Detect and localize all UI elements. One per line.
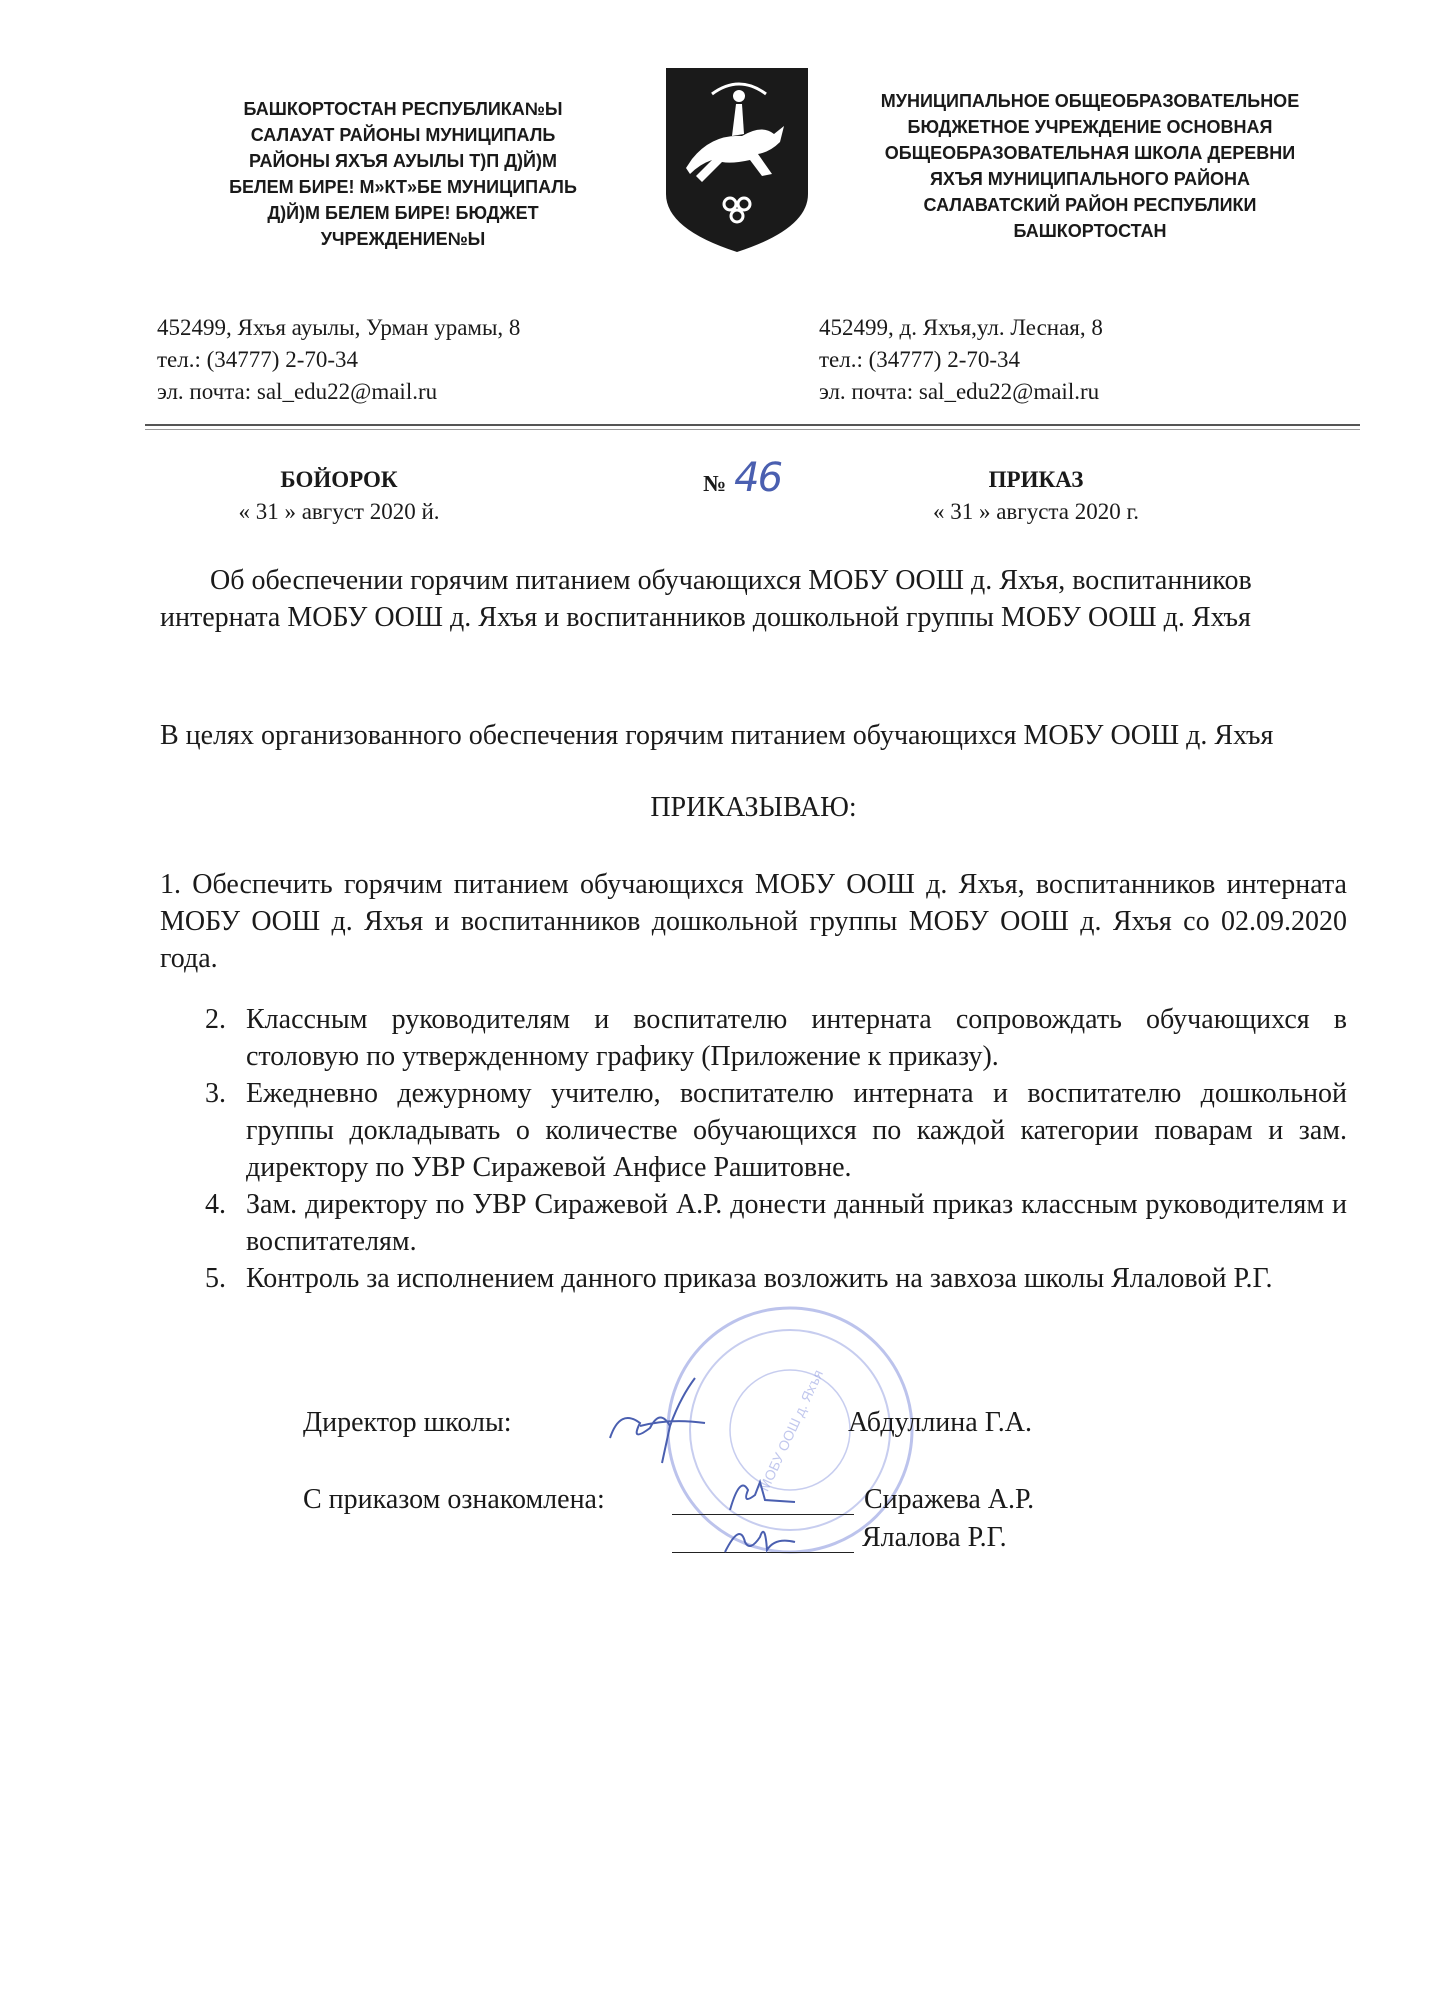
email: эл. почта: sal_edu22@mail.ru [157, 379, 438, 404]
order-date-bashkir: « 31 » август 2020 й. [238, 499, 440, 524]
email: эл. почта: sal_edu22@mail.ru [819, 379, 1100, 404]
header-left-bashkir [193, 96, 613, 252]
address-line: 452499, Яхъя ауылы, Урман урамы, 8 [157, 315, 521, 340]
header-right-russian [820, 88, 1360, 244]
order-items [205, 1001, 1347, 1297]
phone: тел.: (34777) 2-70-34 [819, 347, 1021, 372]
director-signature [600, 1368, 710, 1468]
number-label: № [703, 471, 727, 496]
order-date-russian: « 31 » августа 2020 г. [932, 499, 1140, 524]
address-right [819, 312, 1103, 408]
header-divider [145, 424, 1360, 430]
signature-sirazheva [720, 1470, 800, 1515]
header-line: САЛАУАТ РАЙОНЫ МУНИЦИПАЛЬ [250, 125, 556, 145]
order-item: 5. Контроль за исполнением данного приказа возложить на завхоза школы Ялаловой Р.Г. [205, 1263, 1273, 1294]
order-title-russian: ПРИКАЗ [988, 467, 1084, 492]
order-head-bashkir [139, 464, 539, 528]
order-word: ПРИКАЗЫВАЮ: [650, 792, 857, 823]
number-value: 46 [734, 455, 782, 501]
address-line: 452499, д. Яхъя,ул. Лесная, 8 [819, 315, 1103, 340]
header-line: БАШКОРТОСТАН РЕСПУБЛИКА№Ы [243, 99, 563, 119]
signature-yalalova [715, 1512, 805, 1557]
ack-name-1: Сиражева А.Р. [864, 1484, 1035, 1515]
header-line: РАЙОНЫ ЯХЪЯ АУЫЛЫ Т)П Д)Й)М [249, 151, 557, 171]
phone: тел.: (34777) 2-70-34 [157, 347, 359, 372]
header-line: МУНИЦИПАЛЬНОЕ ОБЩЕОБРАЗОВАТЕЛЬНОЕ [880, 91, 1300, 111]
order-item: 3. Ежедневно дежурному учителю, воспитателю интерната и воспитателю дошкольной группы докладывать о количестве обучающихся по каждой категории поварам и зам. директору по УВР Сиражевой Анфисе Рашитовне. [205, 1078, 1347, 1183]
order-title-bashkir: БОЙОРОК [280, 467, 398, 492]
svg-text:МОБУ ООШ д. Яхъя: МОБУ ООШ д. Яхъя [755, 1367, 827, 1494]
header-line: БЕЛЕМ БИРЕ! М»КТ»БЕ МУНИЦИПАЛЬ [229, 177, 577, 197]
header-line: САЛАВАТСКИЙ РАЙОН РЕСПУБЛИКИ [923, 195, 1257, 215]
header-line: ОБЩЕОБРАЗОВАТЕЛЬНАЯ ШКОЛА ДЕРЕВНИ [884, 143, 1296, 163]
order-subject: Об обеспечении горячим питанием обучающихся МОБУ ООШ д. Яхъя, воспитанников интерната МОБУ ООШ д. Яхъя и воспитанников дошкольной группы МОБУ ООШ д. Яхъя [160, 565, 1252, 633]
order-item: 2. Классным руководителям и воспитателю интерната сопровождать обучающихся в столовую по утвержденному графику (Приложение к приказу). [205, 1004, 1347, 1072]
header-line: БАШКОРТОСТАН [1013, 221, 1167, 241]
order-number [703, 455, 781, 501]
director-label: Директор школы: [303, 1407, 512, 1438]
order-head-russian [836, 464, 1236, 528]
ack-name-2: Ялалова Р.Г. [862, 1522, 1007, 1553]
coat-of-arms-icon [662, 64, 812, 254]
header-line: ЯХЪЯ МУНИЦИПАЛЬНОГО РАЙОНА [929, 169, 1251, 189]
header-line: Д)Й)М БЕЛЕМ БИРЕ! БЮДЖЕТ [267, 203, 539, 223]
acknowledged-label: С приказом ознакомлена: [303, 1484, 605, 1515]
address-left [157, 312, 520, 408]
order-item: 4. Зам. директору по УВР Сиражевой А.Р. донести данный приказ классным руководителям и воспитателям. [205, 1189, 1347, 1257]
header-line: БЮДЖЕТНОЕ УЧРЕЖДЕНИЕ ОСНОВНАЯ [907, 117, 1273, 137]
header-line: УЧРЕЖДЕНИЕ№Ы [320, 229, 486, 249]
order-item-1: 1. Обеспечить горячим питанием обучающихся МОБУ ООШ д. Яхъя, воспитанников интерната МОБУ ООШ д. Яхъя и воспитанников дошкольной группы МОБУ ООШ д. Яхъя со 02.09.2020 года. [160, 869, 1347, 974]
order-intro: В целях организованного обеспечения горячим питанием обучающихся МОБУ ООШ д. Яхъя [160, 720, 1274, 751]
director-name: Абдуллина Г.А. [848, 1407, 1032, 1438]
